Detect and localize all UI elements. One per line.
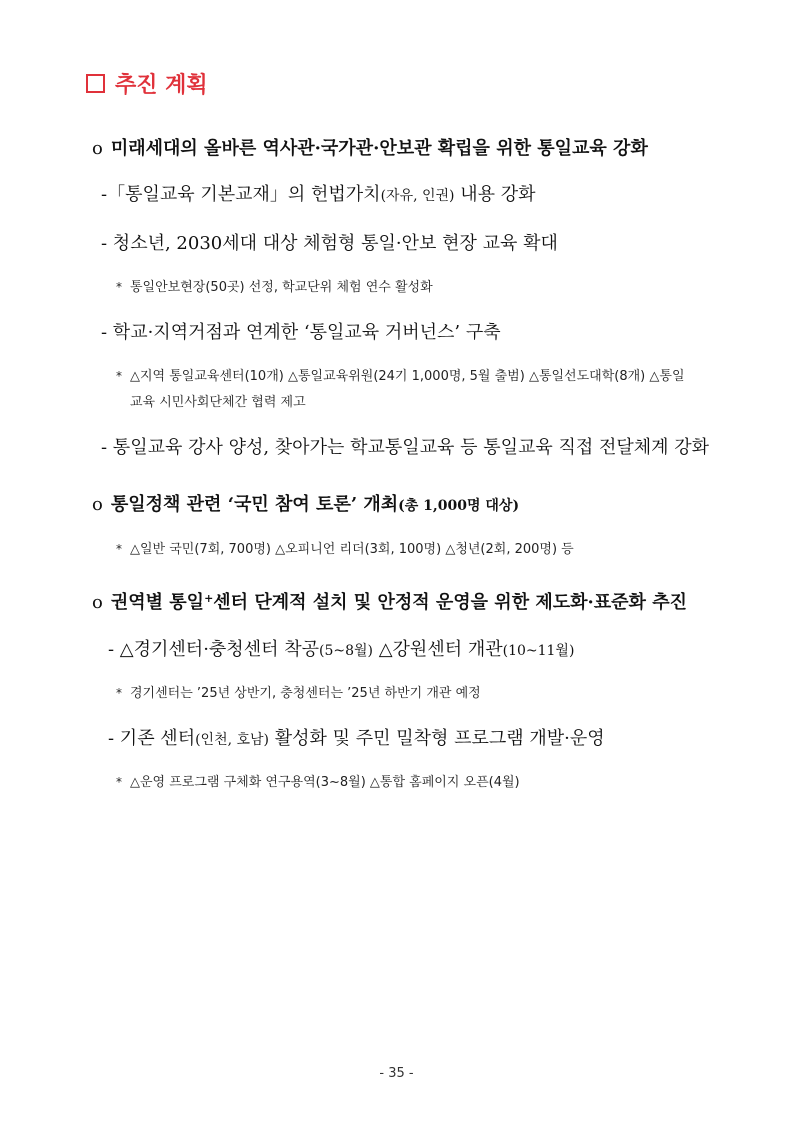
note-text: △운영 프로그램 구체화 연구용역(3~8월) △통합 홈페이지 오픈(4월)	[130, 775, 520, 790]
item-3-dash-2	[108, 724, 605, 750]
dash-paren-text: (자유, 인권)	[380, 188, 455, 204]
dash-text-tail: 활성화 및 주민 밀착형 프로그램 개발·운영	[269, 728, 605, 749]
section-heading-text: 추진 계획	[115, 73, 208, 98]
note-star-icon: *	[116, 280, 122, 294]
item-3-title-text-a: 권역별 통일	[110, 592, 205, 613]
bullet-o: o	[92, 138, 103, 159]
dash-text: - 기존 센터	[108, 728, 196, 749]
item-2-title	[92, 490, 519, 516]
item-3-note-2	[116, 771, 520, 790]
page-number: - 35 -	[379, 1066, 414, 1081]
item-2-note-1	[116, 538, 574, 557]
dash-text: - 청소년, 2030세대 대상 체험형 통일·안보 현장 교육 확대	[101, 233, 558, 254]
bullet-o: o	[92, 592, 103, 613]
item-1-note-1	[116, 276, 433, 295]
dash-text: - 통일교육 강사 양성, 찾아가는 학교통일교육 등 통일교육 직접 전달체계 강화	[101, 437, 710, 458]
note-text-cont: 교육 시민사회단체간 협력 제고	[130, 395, 306, 410]
note-star-icon: *	[116, 369, 122, 383]
checkbox-square-icon	[86, 74, 105, 93]
note-star-icon: *	[116, 775, 122, 789]
item-1-title	[92, 134, 648, 160]
note-star-icon: *	[116, 686, 122, 700]
item-1-note-2-cont	[130, 391, 306, 410]
item-1-dash-4	[101, 433, 709, 459]
dash-paren-text-2: (10~11월)	[502, 643, 575, 659]
note-star-icon: *	[116, 542, 122, 556]
dash-text-mid: △강원센터 개관	[372, 639, 503, 660]
item-1-note-2	[116, 365, 685, 384]
item-1-dash-2	[101, 229, 558, 255]
note-text: △일반 국민(7회, 700명) △오피니언 리더(3회, 100명) △청년(2회, 200명) 등	[130, 542, 574, 557]
dash-paren-text: (인천, 호남)	[195, 732, 269, 748]
dash-text-tail: 내용 강화	[454, 184, 536, 205]
item-3-title	[92, 588, 687, 614]
item-3-dash-1	[108, 635, 574, 661]
dash-text: -「통일교육 기본교재」의 헌법가치	[101, 184, 381, 205]
item-1-title-text: 미래세대의 올바른 역사관·국가관·안보관 확립을 위한 통일교육 강화	[110, 138, 648, 159]
note-text: 경기센터는 ’25년 상반기, 충청센터는 ’25년 하반기 개관 예정	[130, 686, 481, 701]
note-text: 통일안보현장(50곳) 선정, 학교단위 체험 연수 활성화	[130, 280, 433, 295]
item-2-title-text: 통일정책 관련 ‘국민 참여 토론’ 개최	[110, 494, 399, 515]
item-1-dash-3	[101, 318, 501, 344]
item-3-note-1	[116, 682, 481, 701]
dash-text: - 학교·지역거점과 연계한 ‘통일교육 거버넌스’ 구축	[101, 322, 501, 343]
item-3-title-text-b: 센터 단계적 설치 및 안정적 운영을 위한 제도화·표준화 추진	[213, 592, 687, 613]
section-heading	[86, 68, 208, 99]
bullet-o: o	[92, 494, 103, 515]
dash-text: - △경기센터·충청센터 착공	[108, 639, 319, 660]
item-2-title-small: (총 1,000명 대상)	[398, 498, 520, 514]
item-3-title-sup: +	[204, 592, 214, 605]
note-text: △지역 통일교육센터(10개) △통일교육위원(24기 1,000명, 5월 출범) △통일선도대학(8개) △통일	[130, 369, 685, 384]
item-1-dash-1	[101, 180, 536, 206]
dash-paren-text: (5~8월)	[318, 643, 373, 659]
